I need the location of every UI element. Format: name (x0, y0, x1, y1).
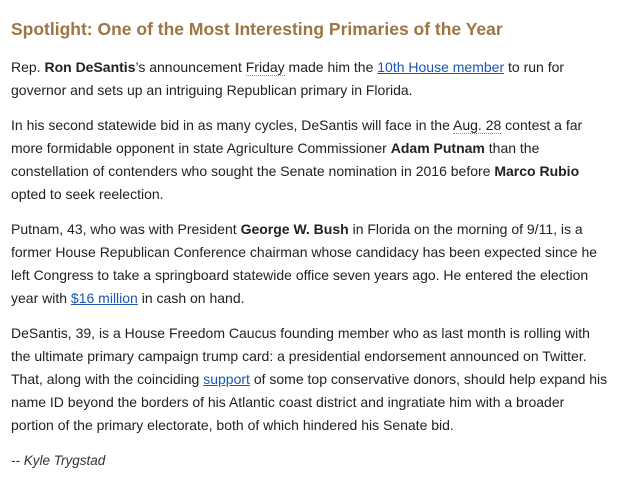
text-run: made him the (284, 59, 378, 75)
paragraph-4 (11, 322, 608, 437)
text-run: Rep. (11, 59, 45, 75)
text-run: of some top conservative donors, should help expand his name ID beyond the borders of his Atlantic coast district and ingratiate him with a broader portion of the primary electorate, both of which hindered his Senate bid. (11, 371, 608, 433)
text-run: DeSantis, 39, is a House Freedom Caucus founding member who as last month is rolling with the ultimate primary campaign trump card: a presidential endorsement announced on Twitter. That, along with the coinciding (11, 325, 590, 387)
text-run: contest a far more formidable opponent in state Agriculture Commissioner (11, 117, 583, 156)
text-run: In his second statewide bid in as many cycles, DeSantis will face in the (11, 117, 453, 133)
link-10th-house-member[interactable]: 10th House member (377, 59, 505, 75)
byline: -- Kyle Trygstad (11, 453, 106, 468)
paragraph-1 (11, 56, 608, 102)
date-aug-28: Aug. 28 (453, 117, 502, 133)
link-16-million[interactable]: $16 million (70, 290, 138, 306)
name-george-w-bush: George W. Bush (240, 221, 349, 237)
name-ron-desantis: Ron DeSantis (44, 59, 136, 75)
text-run: to run for governor and sets up an intriguing Republican primary in Florida. (11, 59, 565, 98)
text-run: Putnam, 43, who was with President (11, 221, 241, 237)
link-support[interactable]: support (203, 371, 250, 387)
date-friday: Friday (245, 59, 285, 75)
article-headline: Spotlight: One of the Most Interesting Primaries of the Year (11, 19, 503, 39)
text-run: in cash on hand. (137, 290, 245, 306)
text-run: in Florida on the morning of 9/11, is a former House Republican Conference chairman whose candidacy has been expected since he left Congress to take a springboard statewide office seven years ago. He entered the election year with (11, 221, 598, 306)
name-adam-putnam: Adam Putnam (390, 140, 485, 156)
paragraph-3 (11, 218, 608, 310)
text-run: opted to seek reelection. (11, 186, 164, 202)
paragraph-2 (11, 114, 608, 206)
text-run: than the constellation of contenders who sought the Senate nomination in 2016 before (11, 140, 540, 179)
text-run: ’s announcement (135, 59, 246, 75)
name-marco-rubio: Marco Rubio (494, 163, 580, 179)
